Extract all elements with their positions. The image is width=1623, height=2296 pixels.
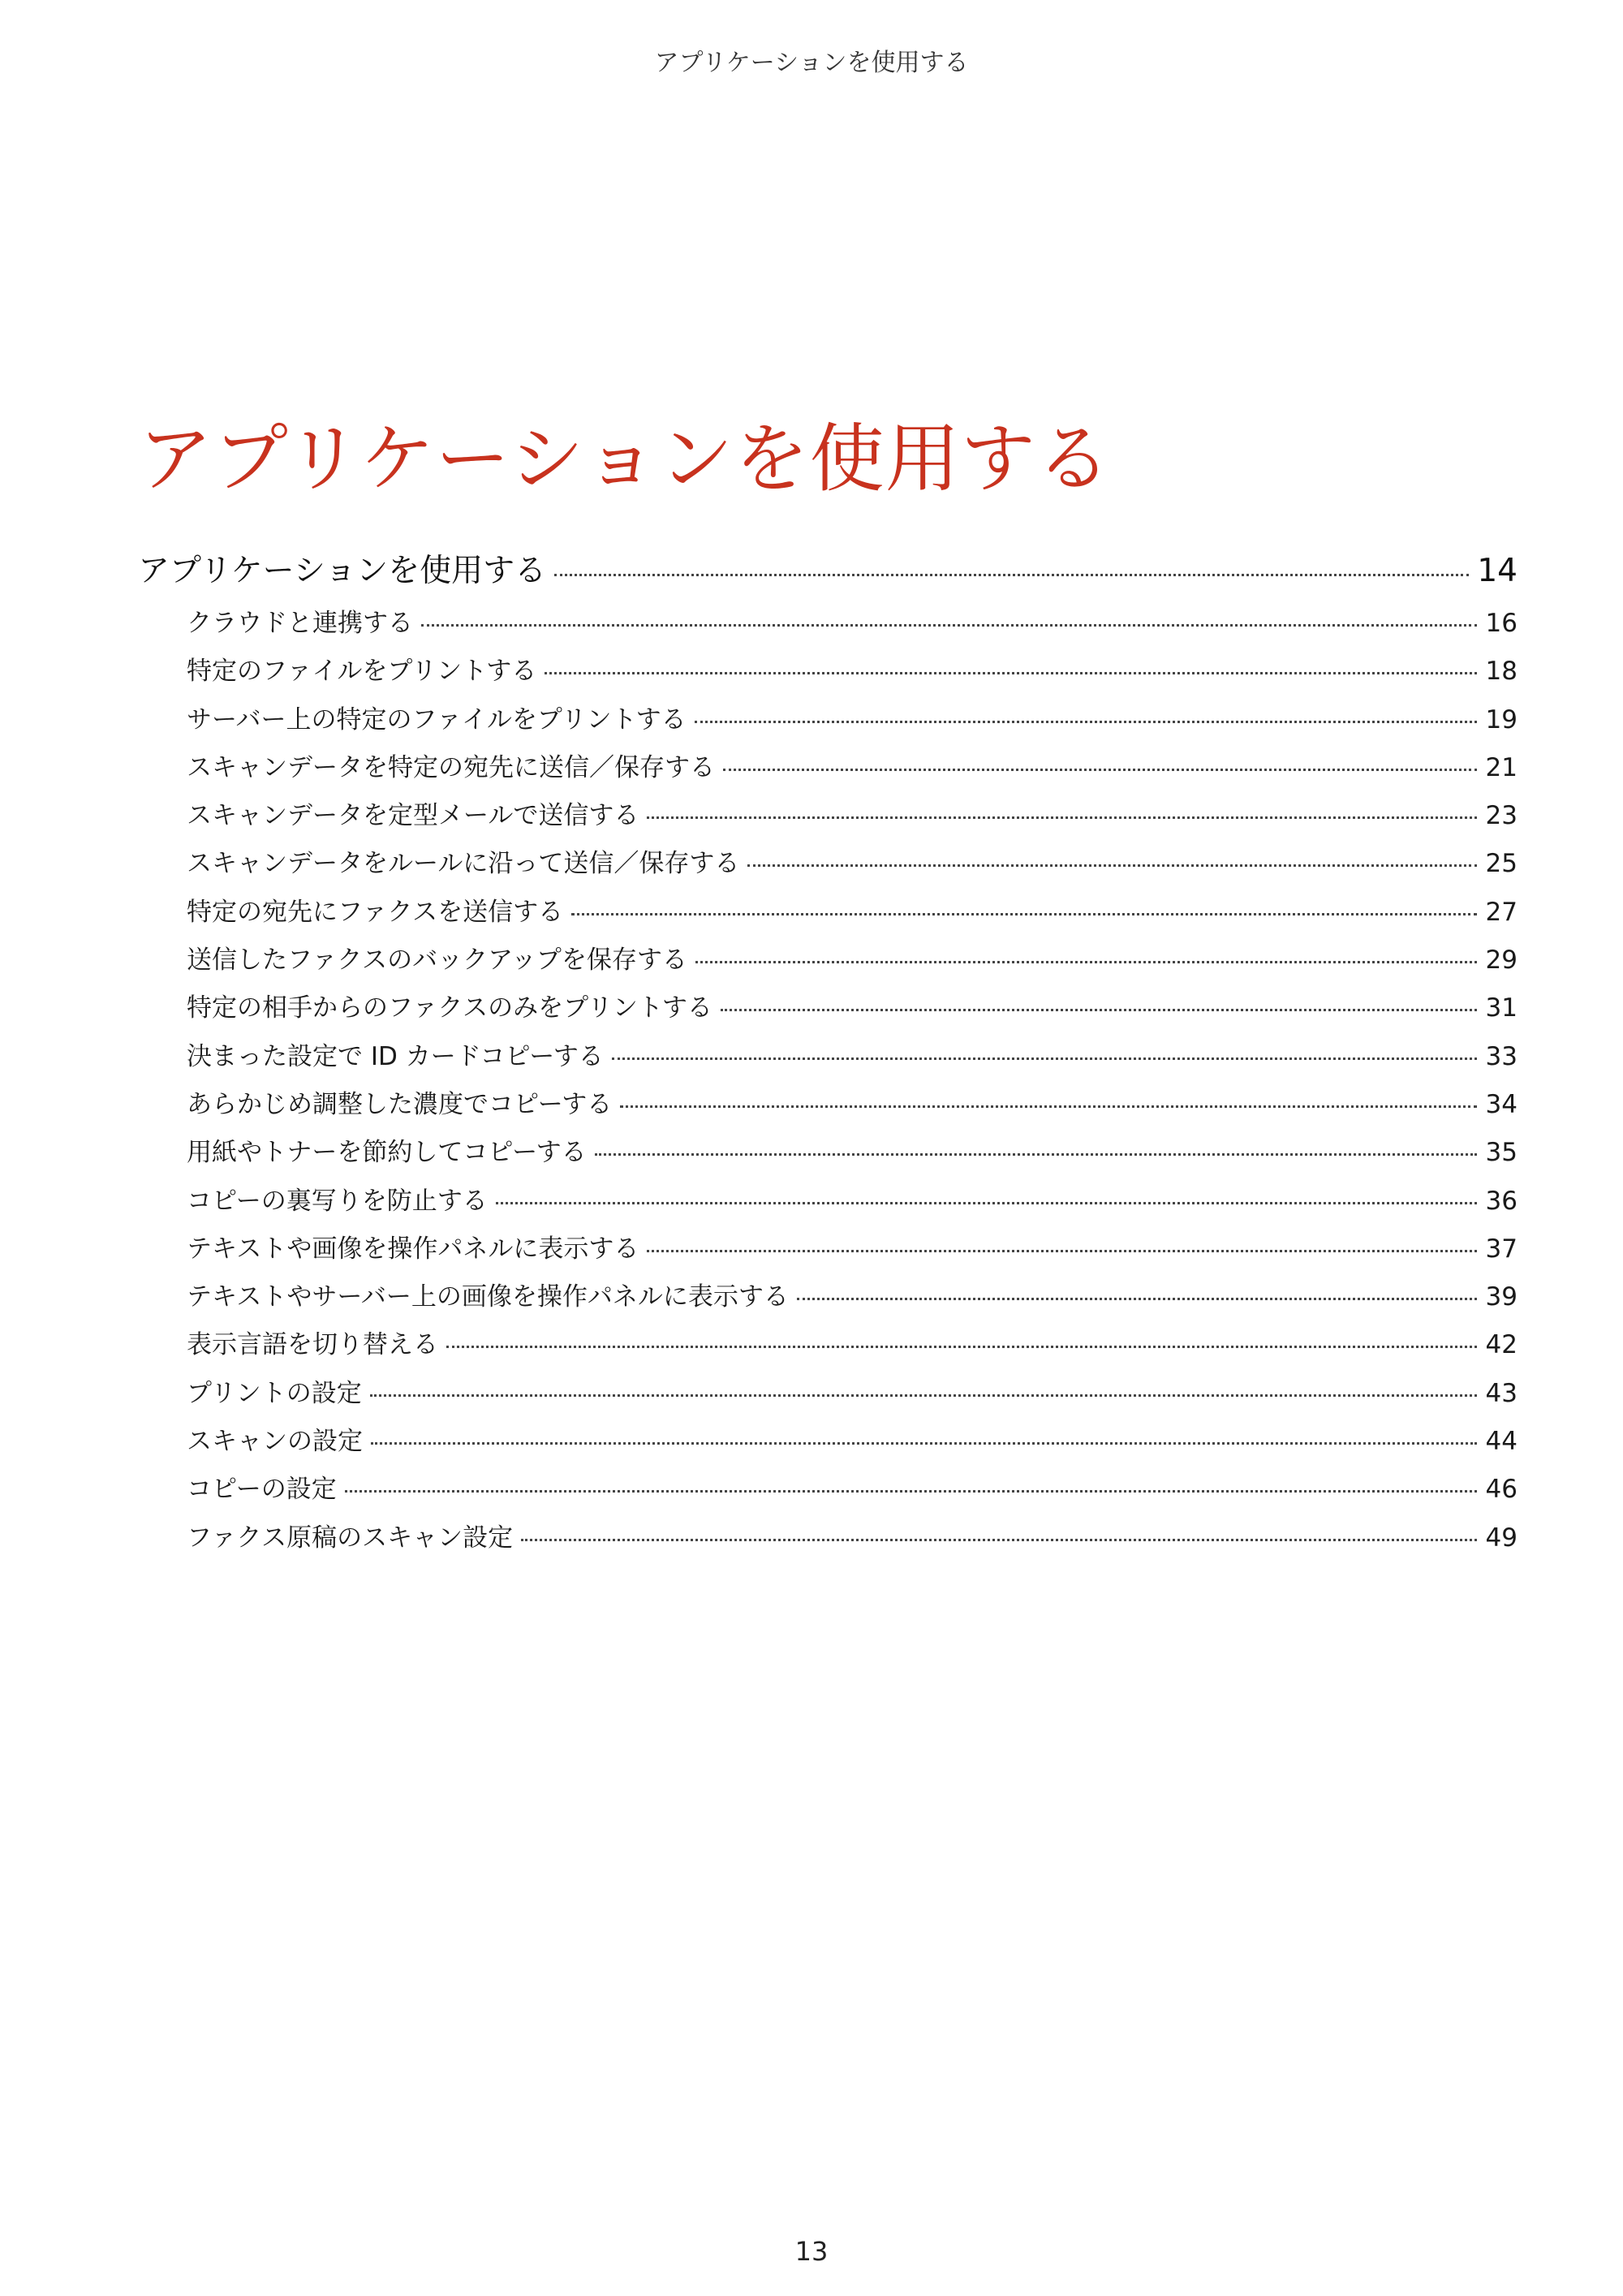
toc-entry-label: 決まった設定で ID カードコピーする bbox=[187, 1041, 604, 1071]
toc-entry-page: 49 bbox=[1485, 1523, 1518, 1553]
toc-dot-leader bbox=[370, 1394, 1477, 1397]
toc-dot-leader bbox=[371, 1442, 1477, 1445]
toc-entry-page: 46 bbox=[1485, 1475, 1518, 1505]
toc-dot-leader bbox=[446, 1346, 1477, 1348]
toc-entry-label: 送信したファクスのバックアップを保存する bbox=[187, 946, 687, 976]
toc-dot-leader bbox=[721, 1009, 1477, 1011]
toc-main-page: 14 bbox=[1477, 553, 1518, 589]
toc-entry-page: 18 bbox=[1485, 657, 1518, 687]
toc-entry[interactable] bbox=[138, 1228, 1518, 1276]
toc-entry-page: 35 bbox=[1485, 1138, 1518, 1168]
toc-entry[interactable] bbox=[138, 1517, 1518, 1565]
toc-entry[interactable] bbox=[138, 1083, 1518, 1131]
toc-dot-leader bbox=[747, 864, 1477, 867]
toc-dot-leader bbox=[521, 1539, 1477, 1541]
toc-entry[interactable] bbox=[138, 939, 1518, 987]
toc-entry-page: 36 bbox=[1485, 1186, 1518, 1216]
toc-entry-label: スキャンデータを定型メールで送信する bbox=[187, 801, 639, 831]
toc-entry-page: 34 bbox=[1485, 1089, 1518, 1119]
toc-entry[interactable] bbox=[138, 650, 1518, 698]
toc-dot-leader bbox=[647, 816, 1477, 819]
toc-entry-label: あらかじめ調整した濃度でコピーする bbox=[187, 1089, 613, 1119]
toc-entry[interactable] bbox=[138, 1372, 1518, 1420]
toc-entry[interactable] bbox=[138, 1420, 1518, 1468]
toc-entry-label: 特定のファイルをプリントする bbox=[187, 657, 537, 687]
toc-entry-label: スキャンの設定 bbox=[187, 1427, 363, 1457]
toc-entry-label: コピーの裏写りを防止する bbox=[187, 1186, 488, 1216]
toc-dot-leader bbox=[695, 961, 1477, 963]
toc-entry-label: テキストや画像を操作パネルに表示する bbox=[187, 1234, 639, 1264]
toc-entry[interactable] bbox=[138, 987, 1518, 1035]
toc-entry-page: 44 bbox=[1485, 1427, 1518, 1457]
toc-entry-page: 27 bbox=[1485, 897, 1518, 927]
toc-entry[interactable] bbox=[138, 602, 1518, 650]
toc-entry[interactable] bbox=[138, 1276, 1518, 1324]
toc-entry-label: サーバー上の特定のファイルをプリントする bbox=[187, 704, 687, 734]
toc-entry[interactable] bbox=[138, 1036, 1518, 1083]
toc-entry[interactable] bbox=[138, 699, 1518, 747]
toc-entry-page: 39 bbox=[1485, 1282, 1518, 1312]
toc-dot-leader bbox=[595, 1153, 1477, 1156]
toc-dot-leader bbox=[695, 721, 1477, 723]
toc-entry-page: 31 bbox=[1485, 993, 1518, 1023]
toc-entry-page: 23 bbox=[1485, 801, 1518, 831]
toc-dot-leader bbox=[571, 913, 1477, 915]
toc-entry-label: ファクス原稿のスキャン設定 bbox=[187, 1523, 514, 1553]
table-of-contents bbox=[138, 545, 1518, 1565]
toc-entry[interactable] bbox=[138, 842, 1518, 890]
chapter-title: アプリケーションを使用する bbox=[138, 416, 1112, 502]
toc-entry-page: 16 bbox=[1485, 609, 1518, 638]
toc-entry[interactable] bbox=[138, 1180, 1518, 1228]
toc-dot-leader bbox=[345, 1490, 1477, 1493]
toc-entry-label: スキャンデータを特定の宛先に送信／保存する bbox=[187, 752, 715, 782]
toc-entry-page: 19 bbox=[1485, 704, 1518, 734]
page-number: 13 bbox=[794, 2236, 829, 2267]
toc-dot-leader bbox=[496, 1202, 1477, 1204]
toc-entry-page: 21 bbox=[1485, 752, 1518, 782]
toc-dot-leader bbox=[421, 624, 1477, 627]
toc-entry-page: 37 bbox=[1485, 1234, 1518, 1264]
toc-entry-page: 43 bbox=[1485, 1378, 1518, 1408]
toc-entry-label: テキストやサーバー上の画像を操作パネルに表示する bbox=[187, 1282, 789, 1312]
toc-dot-leader bbox=[647, 1250, 1477, 1252]
toc-main-entry[interactable] bbox=[138, 545, 1518, 602]
toc-entry-label: コピーの設定 bbox=[187, 1475, 337, 1505]
toc-dot-leader bbox=[545, 672, 1477, 674]
toc-entry-page: 33 bbox=[1485, 1041, 1518, 1071]
toc-dot-leader bbox=[723, 769, 1477, 771]
toc-entry[interactable] bbox=[138, 1131, 1518, 1179]
toc-entry-label: 表示言語を切り替える bbox=[187, 1330, 438, 1360]
toc-entry[interactable] bbox=[138, 1324, 1518, 1372]
toc-entry[interactable] bbox=[138, 1468, 1518, 1516]
running-header: アプリケーションを使用する bbox=[654, 49, 969, 77]
toc-entry[interactable] bbox=[138, 795, 1518, 842]
toc-entry[interactable] bbox=[138, 891, 1518, 939]
toc-main-label: アプリケーションを使用する bbox=[138, 553, 547, 589]
toc-dot-leader bbox=[797, 1298, 1477, 1300]
toc-entry-page: 29 bbox=[1485, 946, 1518, 976]
toc-dot-leader bbox=[554, 574, 1469, 576]
toc-entry-label: 特定の相手からのファクスのみをプリントする bbox=[187, 993, 712, 1023]
toc-entry-label: クラウドと連携する bbox=[187, 609, 413, 638]
toc-entry-label: プリントの設定 bbox=[187, 1378, 362, 1408]
toc-dot-leader bbox=[612, 1058, 1477, 1060]
toc-entry[interactable] bbox=[138, 747, 1518, 795]
toc-dot-leader bbox=[620, 1105, 1477, 1108]
toc-entry-label: 特定の宛先にファクスを送信する bbox=[187, 897, 564, 927]
toc-entry-page: 42 bbox=[1485, 1330, 1518, 1360]
toc-item-list bbox=[138, 602, 1518, 1565]
toc-entry-label: 用紙やトナーを節約してコピーする bbox=[187, 1138, 587, 1168]
toc-entry-page: 25 bbox=[1485, 849, 1518, 879]
toc-entry-label: スキャンデータをルールに沿って送信／保存する bbox=[187, 849, 740, 879]
